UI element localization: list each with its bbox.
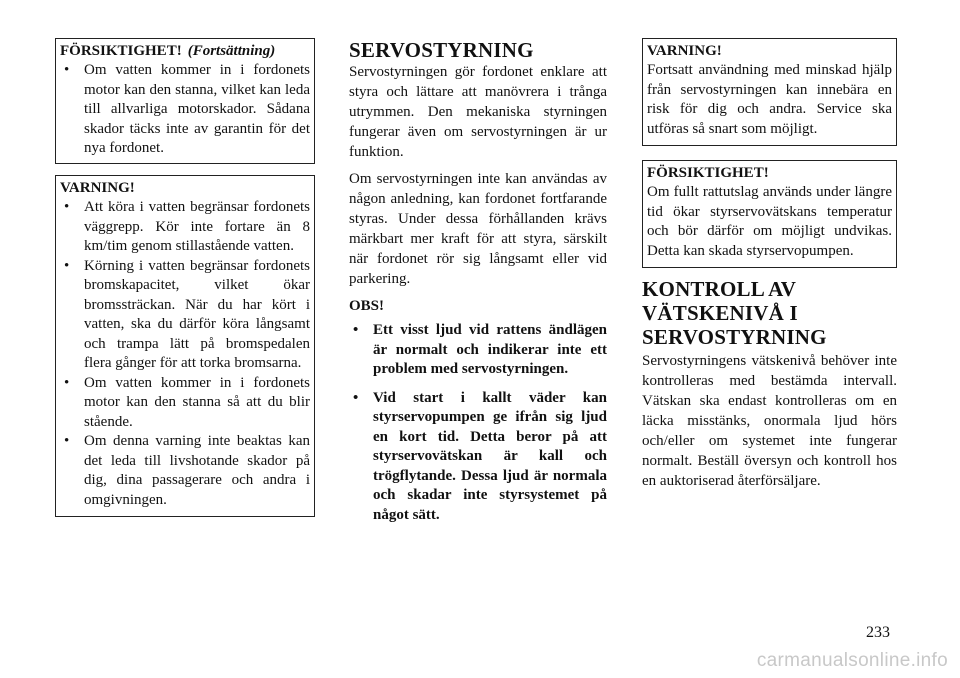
column-right [642, 38, 897, 498]
caution-box-continued [55, 38, 315, 164]
caution-box-title [60, 42, 310, 61]
warning-box-water [55, 175, 315, 517]
paragraph: Servostyrningen gör fordonet enklare att styra och lättare att manövrera i trånga utrymmen. Den mekaniska styrningen fungerar även om servostyrningen är ur funktion. [349, 64, 607, 160]
paragraph: Om servostyrningen inte kan användas av någon anledning, kan fordonet fortfarande styras. Under dessa förhållanden krävs märkbart mer kraft för att styra, särskilt när fordonet rör sig långsamt eller vid parkering. [349, 171, 607, 287]
list-item: • Om vatten kommer in i fordonets motor kan den stanna, vilket kan leda till allvarliga motorskador. Sådana skador täcks inte av garantin för det nya fordonet. [60, 61, 310, 159]
warning-box-text: Fortsatt användning med minskad hjälp från servostyrningen kan innebära en risk för dig och andra. Service ska utföras så snart som möjligt. [647, 62, 892, 137]
caution-continuation: (Fortsättning) [187, 43, 276, 59]
obs-bullet-list [349, 321, 607, 525]
warning-box-title: VARNING! [60, 180, 135, 196]
page-number: 233 [866, 624, 890, 641]
column-left [55, 38, 315, 517]
list-item: • Körning i vatten begränsar fordonets bromskapacitet, vilket ökar bromssträckan. När du har kört i vatten, ska du därför köra långsamt och trampa lätt på bromspedalen flera gånger för att torka bromsarna. [60, 257, 310, 374]
list-item: • Ett visst ljud vid rattens ändlägen är normalt och indikerar inte ett problem med servostyrningen. [349, 321, 607, 380]
section-heading-servostyrning: SERVOSTYRNING [349, 38, 534, 62]
caution-box-text: Om fullt rattutslag används under längre tid ökar styrservovätskans temperatur och bör därför om möjligt undvikas. Detta kan skada styrservopumpen. [647, 184, 892, 259]
watermark-text: carmanualsonline.info [756, 650, 948, 671]
section-heading-fluid-check: KONTROLL AV VÄTSKENIVÅ I SERVOSTYRNING [642, 277, 827, 349]
list-item: • Om vatten kommer in i fordonets motor kan den stanna så att du blir stående. [60, 374, 310, 433]
list-item: • Att köra i vatten begränsar fordonets väggrepp. Kör inte fortare än 8 km/tim genom stillastående vatten. [60, 198, 310, 257]
obs-label: OBS! [349, 298, 385, 314]
warning-box-steering [642, 38, 897, 146]
column-middle [349, 38, 607, 534]
caution-box-title: FÖRSIKTIGHET! [647, 165, 769, 181]
list-item: • Vid start i kallt väder kan styrservopumpen ge ifrån sig ljud en kort tid. Detta beror på att styrservovätskan är kall och trögflytande. Dessa ljud är normala och skadar inte styrsystemet på något sätt. [349, 389, 607, 526]
warning-box-title: VARNING! [647, 43, 722, 59]
list-item: • Om denna varning inte beaktas kan det leda till livshotande skador på dig, dina passagerare och andra i omgivningen. [60, 432, 310, 510]
paragraph: Servostyrningens vätskenivå behöver inte kontrolleras med bestämda intervall. Vätskan ska endast kontrolleras om en läcka misstänks, onormala ljud hörs och/eller om systemet inte fungerar normalt. Beställ översyn och kontroll hos en auktoriserad återförsäljare. [642, 353, 897, 489]
caution-box-steering [642, 160, 897, 268]
warning-bullet-list [60, 198, 310, 510]
caution-title-text: FÖRSIKTIGHET! [60, 43, 182, 59]
caution-bullet-list [60, 61, 310, 159]
